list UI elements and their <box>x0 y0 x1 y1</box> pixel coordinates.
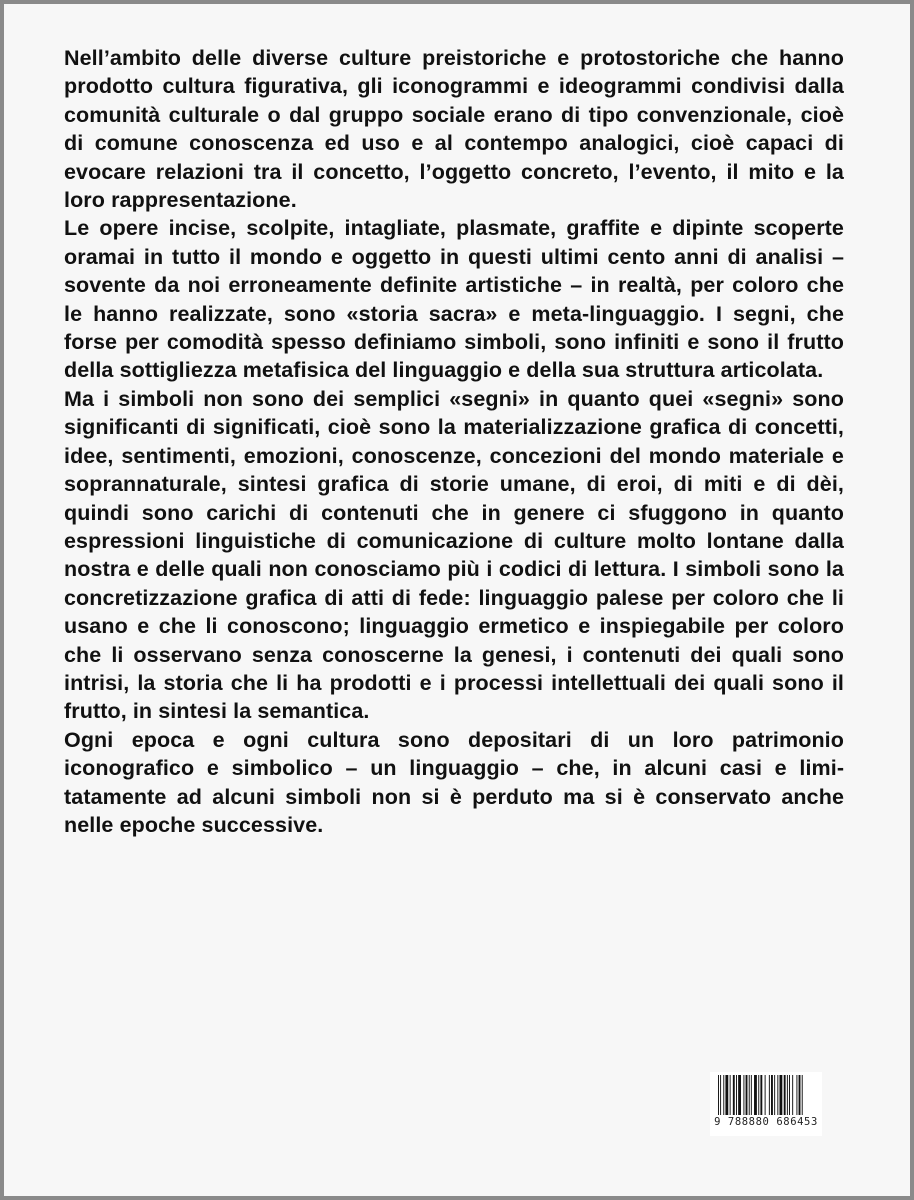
paragraph-3: Ma i simboli non sono dei semplici «segni» in quanto quei «segni» sono significanti di significati, cioè sono la materializzazione grafica di concetti, idee, sentimenti, emozioni, conoscenze, concezioni del mondo materiale e soprannaturale, sintesi grafica di storie umane, di eroi, di miti e di dèi, quindi sono carichi di contenuti che in genere ci sfuggono in quanto espressioni linguistiche di comunicazione di culture molto lontane dalla nostra e delle quali non conosciamo più i codici di lettura. I simboli sono la concretizzazione grafica di atti di fede: linguaggio palese per coloro che li usano e che li conoscono; linguaggio ermetico e inspiegabile per coloro che li osservano senza conoscerne la genesi, i contenuti dei quali sono intrisi, la storia che li ha prodotti e i processi intellettuali dei quali sono il frutto, in sintesi la semantica. <box>64 386 844 724</box>
barcode-bar <box>799 1075 801 1115</box>
barcode-bar <box>749 1075 750 1115</box>
barcode-bar <box>738 1075 741 1115</box>
barcode-bar <box>771 1075 773 1115</box>
barcode-bar <box>751 1075 752 1115</box>
barcode-bar <box>779 1075 782 1115</box>
paragraph-2: Le opere incise, scolpite, intagliate, plasmate, graffite e dipinte scoperte oramai in tutto il mondo e oggetto in questi ultimi cento anni di analisi – sovente da noi erroneamente definite artistiche – in realtà, per coloro che le hanno realizzate, sono «storia sacra» e meta-linguaggio. I segni, che forse per comodità spesso definiamo simboli, sono infiniti e sono il frutto della sottigliezza metafisica del linguaggio e della sua struttura articolata. <box>64 216 844 383</box>
barcode-number: 9 788880 686453 <box>714 1116 818 1128</box>
barcode-bar <box>746 1075 748 1115</box>
barcode-bar <box>725 1075 728 1115</box>
paragraph-4: Ogni epoca e ogni cultura sono depositari di un loro patrimonio iconografico e simbolico – un linguaggio – che, in alcuni casi e limitatamente ad alcuni simboli non si è perduto ma si è conservato anche nelle epoche successive. <box>64 727 844 837</box>
paragraph-1: Nell’ambito delle diverse culture preistoriche e protostoriche che hanno prodotto cultura figurativa, gli iconogrammi e ideogrammi condivisi dalla comunità culturale o dal gruppo sociale erano di tipo convenzionale, cioè di comune conoscenza ed uso e al contempo analogici, cioè capaci di evocare relazioni tra il concetto, l’oggetto concreto, l’evento, il mito e la loro rappresentazione. <box>64 46 844 213</box>
barcode-bar <box>792 1075 793 1115</box>
barcode-bar <box>760 1075 762 1115</box>
barcode-bar <box>765 1075 766 1115</box>
barcode-bar <box>774 1075 775 1115</box>
barcode-bar <box>743 1075 744 1115</box>
barcode-bar <box>777 1075 778 1115</box>
barcode-bar <box>789 1075 790 1115</box>
barcode-bar <box>787 1075 788 1115</box>
barcode-bar <box>720 1075 721 1115</box>
barcode-bar <box>784 1075 786 1115</box>
barcode-bar <box>796 1075 797 1115</box>
barcode-bar <box>754 1075 757 1115</box>
barcode-bar <box>802 1075 803 1115</box>
barcode-bar <box>758 1075 759 1115</box>
barcode-bar <box>723 1075 724 1115</box>
body-text <box>64 44 844 839</box>
barcode-bar <box>736 1075 737 1115</box>
barcode-bar <box>730 1075 731 1115</box>
barcode-icon <box>718 1075 818 1115</box>
isbn-barcode <box>710 1072 822 1136</box>
barcode-bar <box>733 1075 735 1115</box>
barcode-bar <box>718 1075 719 1115</box>
barcode-bar <box>769 1075 770 1115</box>
